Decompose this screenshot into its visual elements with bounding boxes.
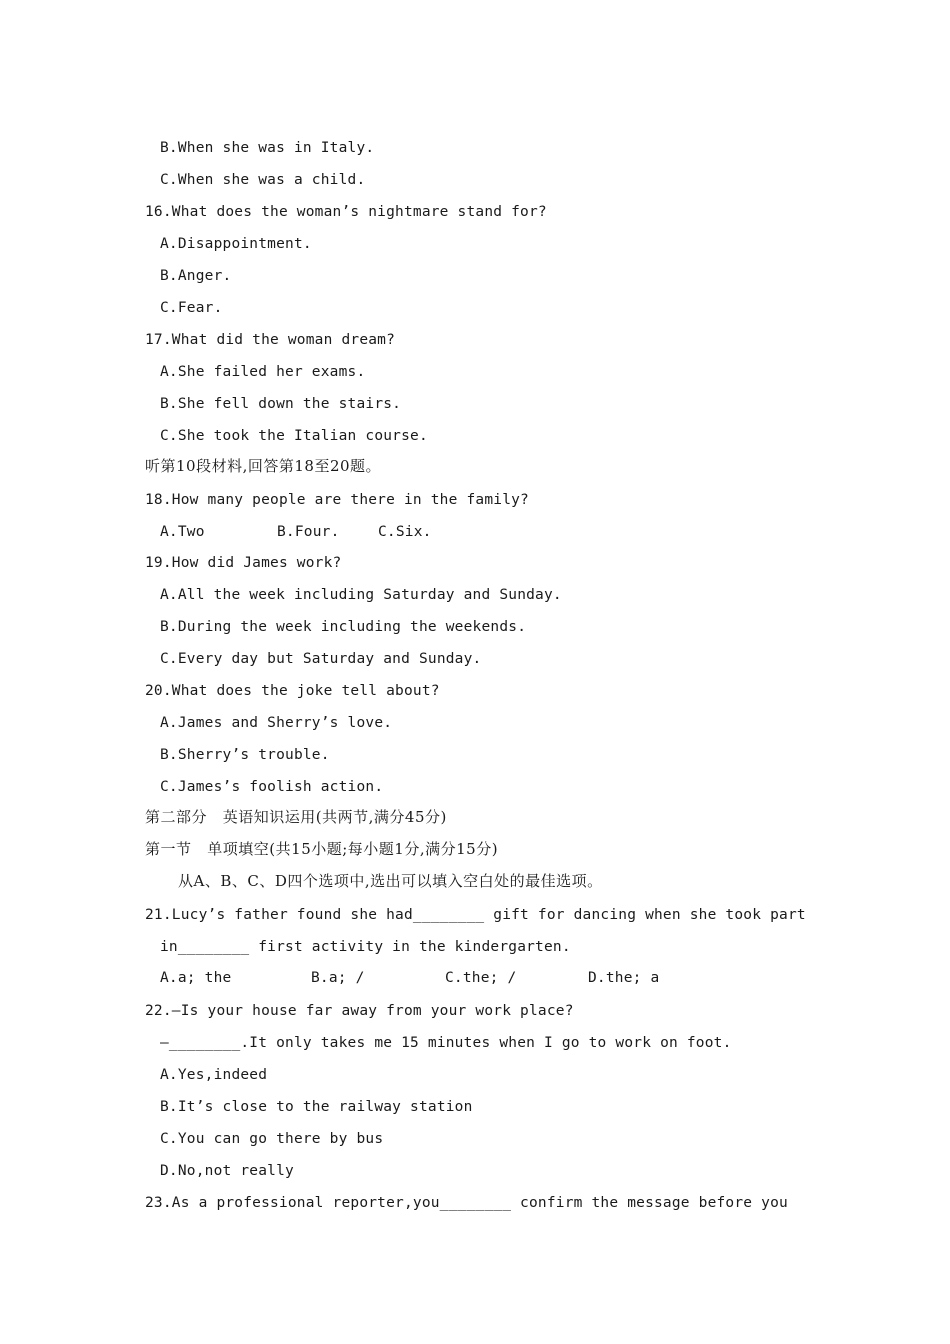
q19-stem: 19.How did James work? <box>145 555 342 571</box>
q22-response: —________.It only takes me 15 minutes when I go to work on foot. <box>160 1035 732 1051</box>
q18-option-b: B.Four. <box>277 524 340 540</box>
q16-option-a: A.Disappointment. <box>160 236 312 252</box>
q21-stem-line2: in________ first activity in the kindergarten. <box>160 939 571 955</box>
q19-option-c: C.Every day but Saturday and Sunday. <box>160 651 482 667</box>
q21-option-b: B.a; / <box>311 970 365 986</box>
q20-option-a: A.James and Sherry’s love. <box>160 715 393 731</box>
q17-option-b: B.She fell down the stairs. <box>160 396 402 412</box>
q16-stem: 16.What does the woman’s nightmare stand for? <box>145 204 547 220</box>
q16-option-c: C.Fear. <box>160 300 223 316</box>
q17-stem: 17.What did the woman dream? <box>145 332 396 348</box>
q19-option-a: A.All the week including Saturday and Sunday. <box>160 587 562 603</box>
q17-option-c: C.She took the Italian course. <box>160 428 428 444</box>
section-one-instruction: 从A、B、C、D四个选项中,选出可以填入空白处的最佳选项。 <box>178 872 603 890</box>
q21-option-c: C.the; / <box>445 970 517 986</box>
q22-option-b: B.It’s close to the railway station <box>160 1099 473 1115</box>
q16-option-b: B.Anger. <box>160 268 232 284</box>
q20-option-b: B.Sherry’s trouble. <box>160 747 330 763</box>
q15-option-b: B.When she was in Italy. <box>160 140 375 156</box>
q22-option-c: C.You can go there by bus <box>160 1131 384 1147</box>
q15-option-c: C.When she was a child. <box>160 172 366 188</box>
q22-option-d: D.No,not really <box>160 1163 294 1179</box>
q17-option-a: A.She failed her exams. <box>160 364 366 380</box>
q20-stem: 20.What does the joke tell about? <box>145 683 440 699</box>
q21-stem-line1: 21.Lucy’s father found she had________ gift for dancing when she took part <box>145 907 806 923</box>
q20-option-c: C.James’s foolish action. <box>160 779 384 795</box>
section-instruction-10: 听第10段材料,回答第18至20题。 <box>145 457 382 475</box>
section-one-heading: 第一节 单项填空(共15小题;每小题1分,满分15分) <box>145 840 499 858</box>
q21-option-a: A.a; the <box>160 970 232 986</box>
q23-stem: 23.As a professional reporter,you________ confirm the message before you <box>145 1195 788 1211</box>
q22-stem: 22.—Is your house far away from your work place? <box>145 1003 574 1019</box>
q18-stem: 18.How many people are there in the family? <box>145 492 529 508</box>
q19-option-b: B.During the week including the weekends. <box>160 619 527 635</box>
q18-option-a: A.Two <box>160 524 205 540</box>
part-two-heading: 第二部分 英语知识运用(共两节,满分45分) <box>145 808 447 826</box>
q21-option-d: D.the; a <box>588 970 660 986</box>
q22-option-a: A.Yes,indeed <box>160 1067 268 1083</box>
q18-option-c: C.Six. <box>378 524 432 540</box>
